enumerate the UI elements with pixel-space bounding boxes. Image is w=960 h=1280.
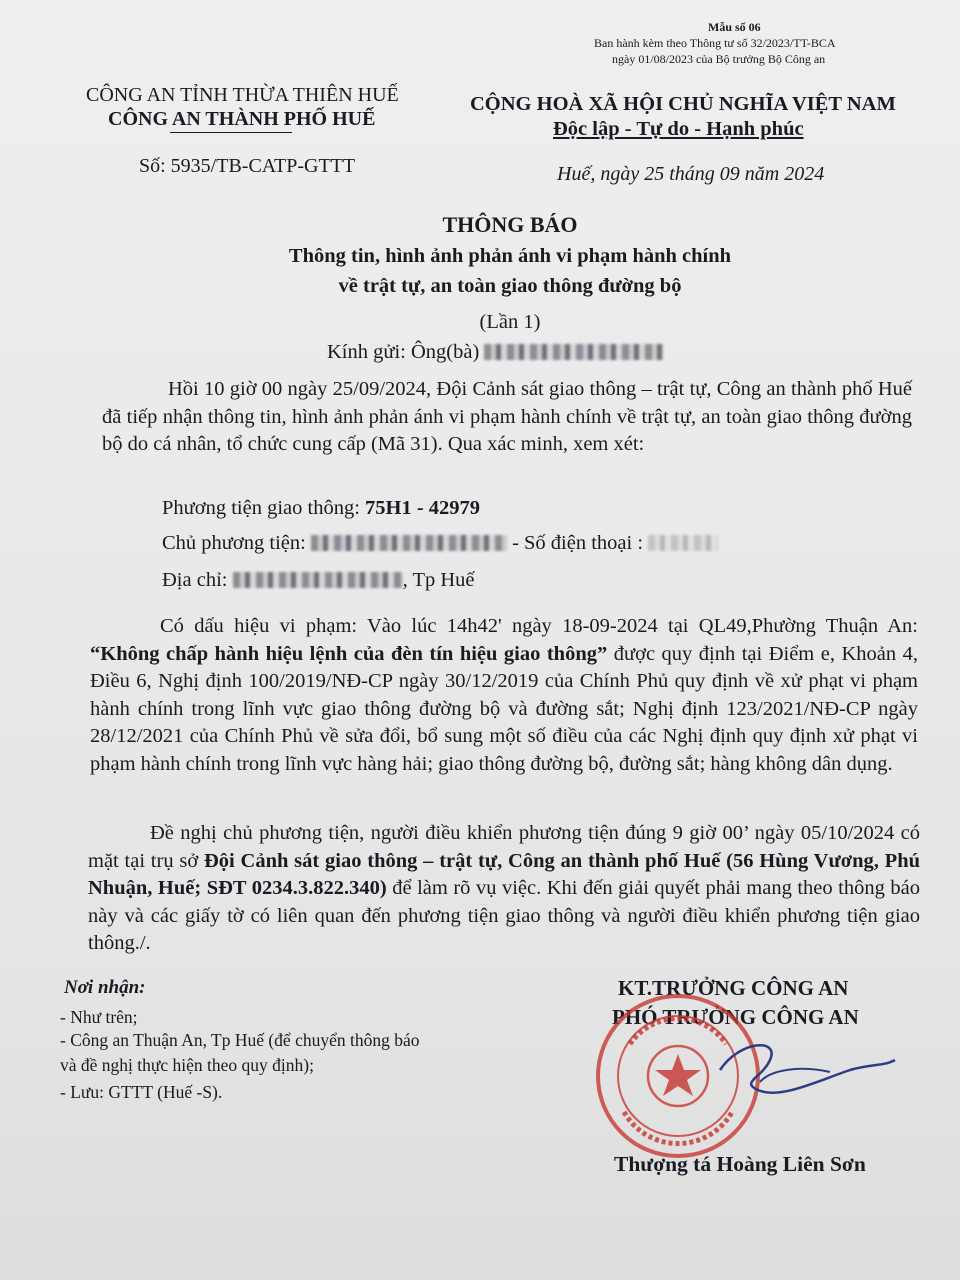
redacted-owner [311,535,507,551]
owner-line [162,532,718,555]
license-plate: 75H1 - 42979 [365,497,481,519]
address-city: , Tp Huế [402,569,475,591]
request-rest: để làm rõ vụ việc. Khi đến giải quyết phải mang theo thông báo này và các giấy tờ có liên quan đến phương tiện giao thông và người điều khiển phương tiện giao thông./. [88,877,920,954]
document-number: Số: 5935/TB-CATP-GTTT [139,155,356,177]
request-lead: Đề nghị chủ phương tiện, người điều khiển phương tiện đúng 9 giờ 00’ ngày 05/10/2024 có mặt tại trụ sở [88,822,920,872]
form-number: Mẫu số 06 [708,20,761,34]
phone-label: - Số điện thoại : [512,532,644,554]
republic-title: CỘNG HOÀ XÃ HỘI CHỦ NGHĨA VIỆT NAM [470,93,896,115]
redacted-phone [648,535,718,551]
handwritten-signature [700,1030,910,1110]
national-motto: Độc lập - Tự do - Hạnh phúc [553,118,804,140]
redacted-address [233,572,403,588]
redacted-name [484,344,664,360]
request-paragraph [88,820,920,958]
violation-rest: được quy định tại Điểm e, Khoản 4, Điều 6, Nghị định 100/2019/NĐ-CP ngày 30/12/2019 của Chính Phủ quy định về xử phạt vi phạm hành chính trong lĩnh vực giao thông đường bộ và đường sắt; Nghị định 123/2021/NĐ-CP ngày 28/12/2021 của Chính Phủ về sửa đổi, bổ sung một số điều của các Nghị định quy định xử phạt vi phạm hành chính trong lĩnh vực hàng hải; giao thông đường bộ, đường sắt; hàng không dân dụng. [90,642,918,775]
address-label: Địa chỉ: [162,569,228,591]
owner-label: Chủ phương tiện: [162,532,306,554]
recipient-2-cont: và đề nghị thực hiện theo quy định); [60,1055,314,1075]
intro-paragraph: Hồi 10 giờ 00 ngày 25/09/2024, Đội Cảnh sát giao thông – trật tự, Công an thành phố Huế đã tiếp nhận thông tin, hình ảnh phản ánh vi phạm hành chính về trật tự, an toàn giao thông đường bộ do cá nhân, tổ chức cung cấp (Mã 31). Qua xác minh, xem xét: [102,378,912,455]
form-issued-date: ngày 01/08/2023 của Bộ trưởng Bộ Công an [612,52,826,66]
document-subtitle-1: Thông tin, hình ảnh phản ánh vi phạm hành chính [288,245,732,267]
signer-name: Thượng tá Hoàng Liên Sơn [614,1152,866,1176]
agency-city: CÔNG AN THÀNH PHỐ HUẾ [108,108,376,130]
vehicle-line [162,497,480,520]
violation-paragraph [90,613,918,778]
addressee-label: Kính gửi: Ông(bà) [327,341,480,363]
address-line [162,569,475,592]
document-title: THÔNG BÁO [442,212,578,237]
document-subtitle-2: về trật tự, an toàn giao thông đường bộ [338,275,682,297]
vehicle-label: Phương tiện giao thông: [162,497,366,519]
recipient-1: - Như trên; [60,1007,138,1027]
agency-underline [170,132,292,133]
recipients-title: Nơi nhận: [64,977,146,998]
form-issued-by: Ban hành kèm theo Thông tư số 32/2023/TT-BCA [594,36,836,50]
addressee [327,341,664,364]
issue-date: Huế, ngày 25 tháng 09 năm 2024 [557,163,825,185]
signer-role-1: KT.TRƯỞNG CÔNG AN [618,976,849,1000]
violation-lead: Có dấu hiệu vi phạm: Vào lúc 14h42' ngày 18-09-2024 tại QL49,Phường Thuận An: [160,615,918,637]
violation-quoted: “Không chấp hành hiệu lệnh của đèn tín hiệu giao thông” [90,642,608,665]
agency-province: CÔNG AN TỈNH THỪA THIÊN HUẾ [86,84,399,106]
recipient-2: - Công an Thuận An, Tp Huế (để chuyển thông báo [60,1030,420,1050]
request-office: Đội Cảnh sát giao thông – trật tự, Công an thành phố Huế (56 Hùng Vương, Phú Nhuận, Huế; SĐT 0234.3.822.340) [88,849,920,899]
notice-count: (Lần 1) [479,311,541,333]
recipient-3: - Lưu: GTTT (Huế -S). [60,1082,223,1102]
signer-role-2: PHÓ TRƯỞNG CÔNG AN [612,1005,859,1029]
